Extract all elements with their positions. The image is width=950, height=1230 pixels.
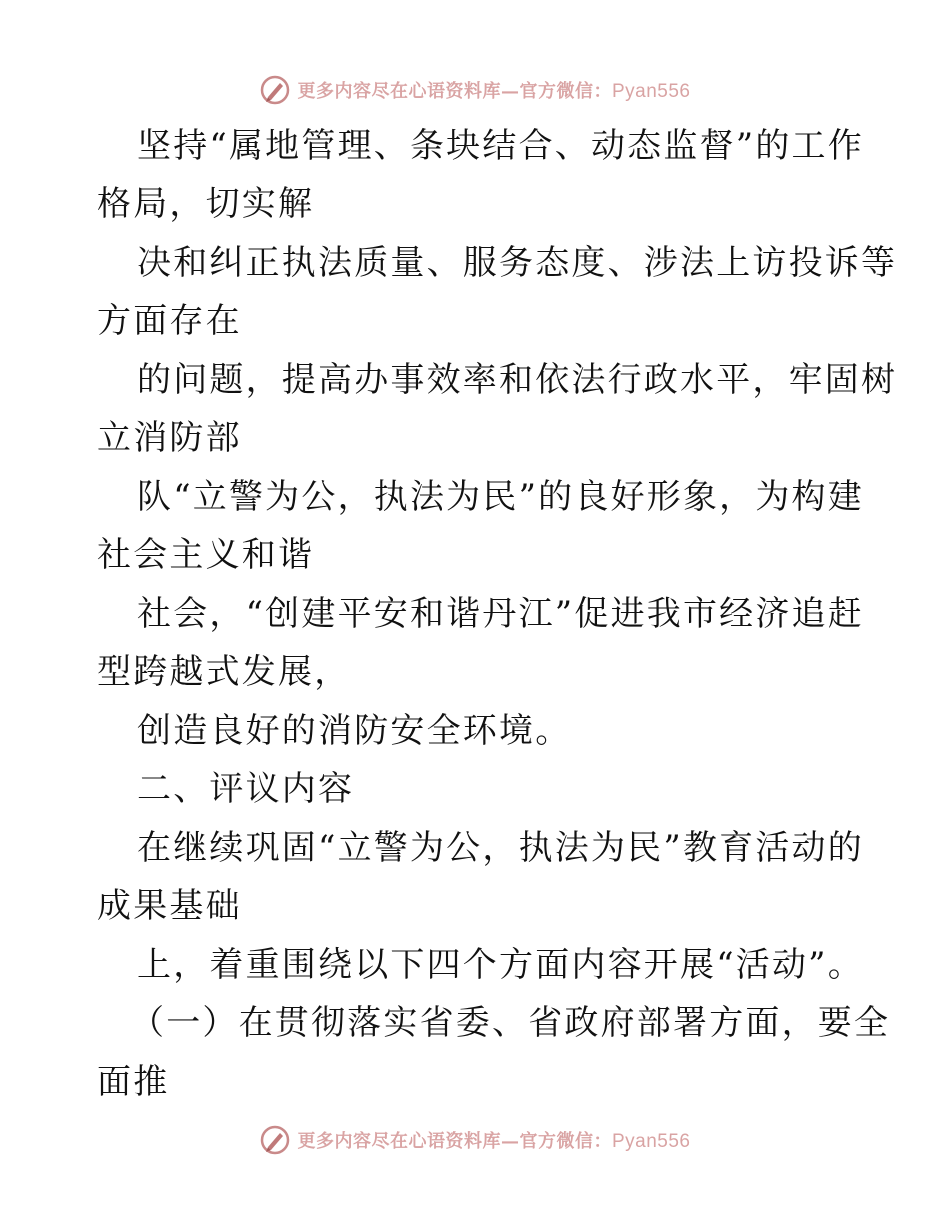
text-line: 队“立警为公，执法为民”的良好形象，为构建 bbox=[137, 477, 864, 517]
text-line: （一）在贯彻落实省委、省政府部署方面，要全 bbox=[130, 1003, 891, 1043]
section-heading: 二、评议内容 bbox=[137, 769, 355, 809]
text-line: 成果基础 bbox=[97, 886, 242, 926]
text-line: 在继续巩固“立警为公，执法为民”教育活动的 bbox=[137, 828, 864, 868]
text-line: 上，着重围绕以下四个方面内容开展“活动”。 bbox=[137, 945, 864, 985]
text-line: 立消防部 bbox=[97, 418, 242, 458]
text-line: 创造良好的消防安全环境。 bbox=[137, 711, 572, 751]
text-line: 方面存在 bbox=[97, 301, 242, 341]
watermark-text: 更多内容尽在心语资料库—官方微信：Pyan556 bbox=[297, 1131, 691, 1152]
text-line: 面推 bbox=[97, 1062, 170, 1102]
pen-logo-icon bbox=[259, 74, 291, 106]
watermark-header bbox=[0, 73, 950, 107]
watermark-text: 更多内容尽在心语资料库—官方微信：Pyan556 bbox=[297, 81, 691, 102]
text-line: 坚持“属地管理、条块结合、动态监督”的工作 bbox=[137, 126, 864, 166]
pen-logo-icon bbox=[259, 1124, 291, 1156]
watermark-footer bbox=[0, 1123, 950, 1157]
text-line: 社会主义和谐 bbox=[97, 535, 315, 575]
text-line: 格局，切实解 bbox=[97, 184, 315, 224]
text-line: 的问题，提高办事效率和依法行政水平，牢固树 bbox=[137, 360, 898, 400]
text-line: 型跨越式发展， bbox=[97, 652, 351, 692]
text-line: 决和纠正执法质量、服务态度、涉法上访投诉等 bbox=[137, 243, 898, 283]
text-line: 社会，“创建平安和谐丹江”促进我市经济追赶 bbox=[137, 594, 864, 634]
